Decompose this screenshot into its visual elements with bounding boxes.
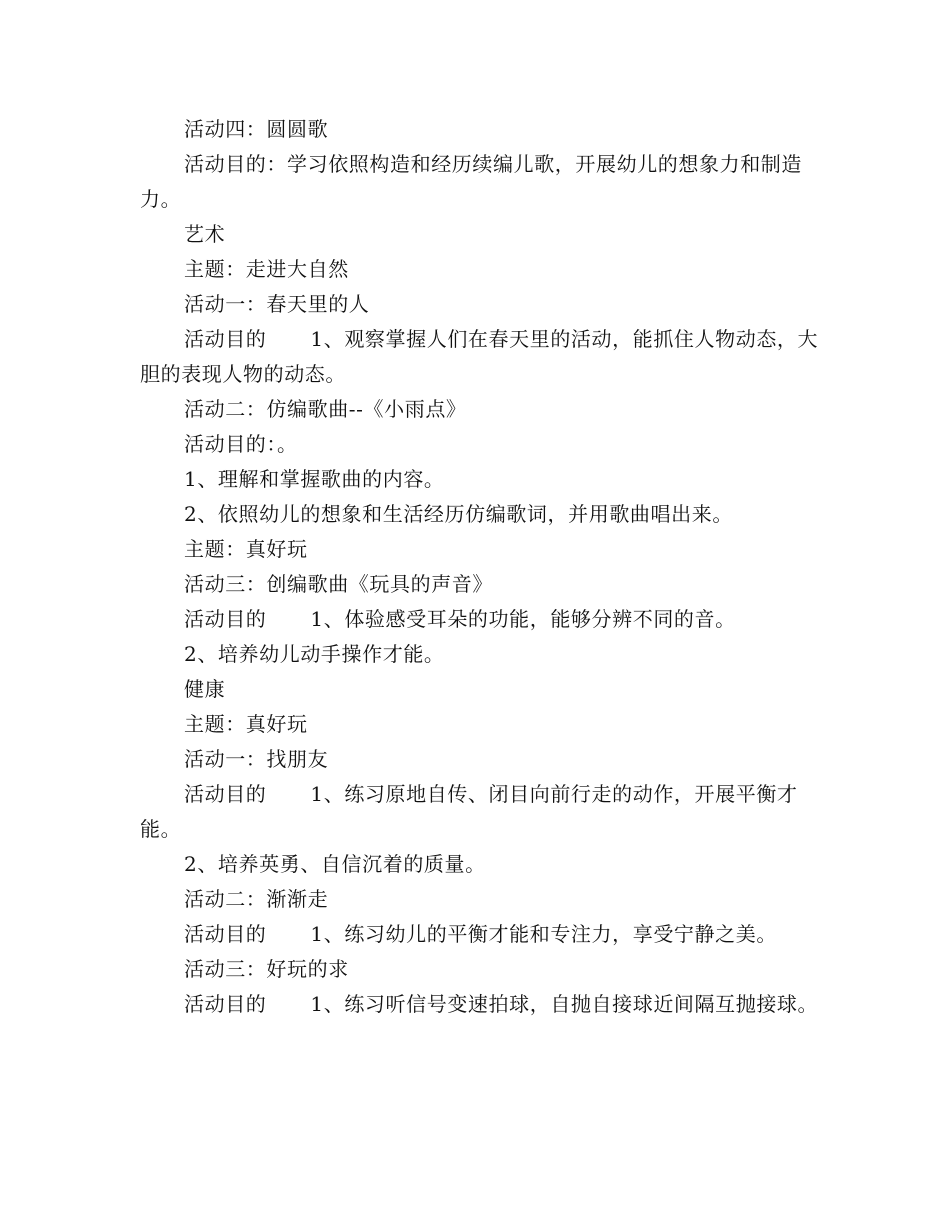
activity-heading (140, 287, 830, 322)
goal-item (140, 847, 830, 882)
paragraph-text: 活动四：圆圆歌 (184, 117, 329, 141)
paragraph-text: 1、观察掌握人们在春天里的活动，能抓住人物动态，大胆的表现人物的动态。 (140, 327, 819, 386)
paragraph-text: 活动目的：学习依照构造和经历续编儿歌，开展幼儿的想象力和制造力。 (140, 152, 802, 211)
paragraph-text: 活动三：创编歌曲《玩具的声音》 (184, 572, 493, 596)
paragraph-text: 健康 (184, 677, 226, 701)
activity-goal (140, 147, 830, 217)
activity-heading (140, 742, 830, 777)
document-body (140, 112, 830, 1022)
paragraph-text: 1、体验感受耳朵的功能，能够分辨不同的音。 (310, 607, 736, 631)
paragraph-text: 2、培养英勇、自信沉着的质量。 (184, 852, 486, 876)
paragraph-text: 活动目的：。 (184, 432, 298, 456)
activity-goal (140, 917, 830, 952)
goal-label: 活动目的 (184, 327, 267, 351)
activity-heading (140, 567, 830, 602)
theme-heading (140, 532, 830, 567)
section-heading (140, 672, 830, 707)
activity-goal (140, 427, 830, 462)
goal-label: 活动目的 (184, 992, 267, 1016)
goal-label: 活动目的 (184, 922, 267, 946)
theme-heading (140, 707, 830, 742)
activity-goal (140, 987, 830, 1022)
paragraph-text: 1、理解和掌握歌曲的内容。 (184, 467, 445, 491)
theme-heading (140, 252, 830, 287)
paragraph-text: 艺术 (184, 222, 226, 246)
activity-heading (140, 952, 830, 987)
paragraph-text: 活动二：仿编歌曲--《小雨点》 (184, 397, 467, 421)
goal-label: 活动目的 (184, 782, 267, 806)
section-heading (140, 217, 830, 252)
paragraph-text: 活动三：好玩的求 (184, 957, 349, 981)
activity-goal (140, 322, 830, 392)
goal-item (140, 497, 830, 532)
paragraph-text: 主题：真好玩 (184, 537, 308, 561)
activity-goal (140, 602, 830, 637)
paragraph-text: 1、练习幼儿的平衡才能和专注力，享受宁静之美。 (310, 922, 777, 946)
paragraph-text: 主题：真好玩 (184, 712, 308, 736)
goal-item (140, 462, 830, 497)
paragraph-text: 活动一：春天里的人 (184, 292, 370, 316)
paragraph-text: 活动二：渐渐走 (184, 887, 329, 911)
activity-goal (140, 777, 830, 847)
paragraph-text: 1、练习原地自传、闭目向前行走的动作，开展平衡才能。 (140, 782, 798, 841)
activity-heading (140, 882, 830, 917)
paragraph-text: 2、依照幼儿的想象和生活经历仿编歌词，并用歌曲唱出来。 (184, 502, 733, 526)
paragraph-text: 主题：走进大自然 (184, 257, 349, 281)
goal-item (140, 637, 830, 672)
goal-label: 活动目的 (184, 607, 267, 631)
activity-heading (140, 392, 830, 427)
paragraph-text: 2、培养幼儿动手操作才能。 (184, 642, 445, 666)
activity-heading (140, 112, 830, 147)
paragraph-text: 1、练习听信号变速拍球，自抛自接球近间隔互抛接球。 (310, 992, 819, 1016)
paragraph-text: 活动一：找朋友 (184, 747, 329, 771)
